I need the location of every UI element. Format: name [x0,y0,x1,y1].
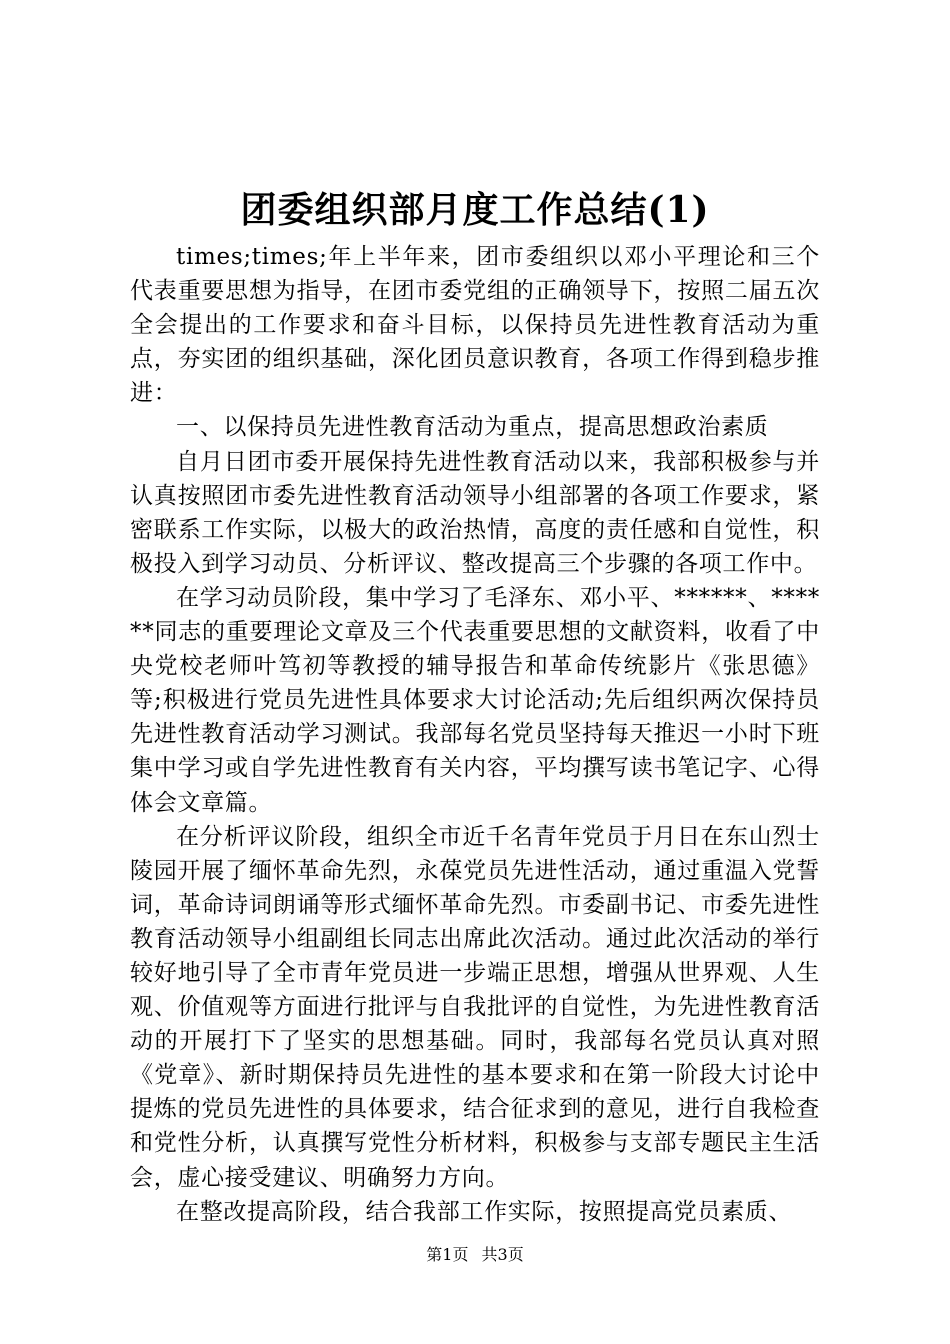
paragraph-rectify-phase: 在整改提高阶段，结合我部工作实际，按照提高党员素质、 [176,1198,793,1225]
document-title: 团委组织部月度工作总结(1) [240,189,710,231]
page-footer [0,1244,950,1266]
section-heading-1: 一、以保持员先进性教育活动为重点，提高思想政治素质 [176,414,769,441]
document-body [130,240,820,1229]
page-number: 第1页 [426,1245,469,1264]
paragraph-study-phase: 在学习动员阶段，集中学习了毛泽东、邓小平、******、******同志的重要理论文章及三个代表重要思想的文献资料，收看了中央党校老师叶笃初等教授的辅导报告和革命传统影片《张思德》等;积极进行党员先进性具体要求大讨论活动;先后组织两次保持员先进性教育活动学习测试。我部每名党员坚持每天推迟一小时下班集中学习或自学先进性教育有关内容，平均撰写读书笔记字、心得体会文章篇。 [130,584,820,816]
paragraph-review-phase: 在分析评议阶段，组织全市近千名青年党员于月日在东山烈士陵园开展了缅怀革命先烈，永葆党员先进性活动，通过重温入党誓词，革命诗词朗诵等形式缅怀革命先烈。市委副书记、市委先进性教育活动领导小组副组长同志出席此次活动。通过此次活动的举行较好地引导了全市青年党员进一步端正思想，增强从世界观、人生观、价值观等方面进行批评与自我批评的自觉性，为先进性教育活动的开展打下了坚实的思想基础。同时，我部每名党员认真对照《党章》、新时期保持员先进性的基本要求和在第一阶段大讨论中提炼的党员先进性的具体要求，结合征求到的意见，进行自我检查和党性分析，认真撰写党性分析材料，积极参与支部专题民主生活会，虚心接受建议、明确努力方向。 [130,823,820,1191]
page-total: 共3页 [481,1245,524,1264]
paragraph-activity: 自月日团市委开展保持先进性教育活动以来，我部积极参与并认真按照团市委先进性教育活动领导小组部署的各项工作要求，紧密联系工作实际，以极大的政治热情，高度的责任感和自觉性，积极投入到学习动员、分析评议、整改提高三个步骤的各项工作中。 [130,448,820,577]
paragraph-intro: times;times;年上半年来，团市委组织以邓小平理论和三个代表重要思想为指导，在团市委党组的正确领导下，按照二届五次全会提出的工作要求和奋斗目标，以保持员先进性教育活动为重点，夯实团的组织基础，深化团员意识教育，各项工作得到稳步推进： [130,244,820,407]
